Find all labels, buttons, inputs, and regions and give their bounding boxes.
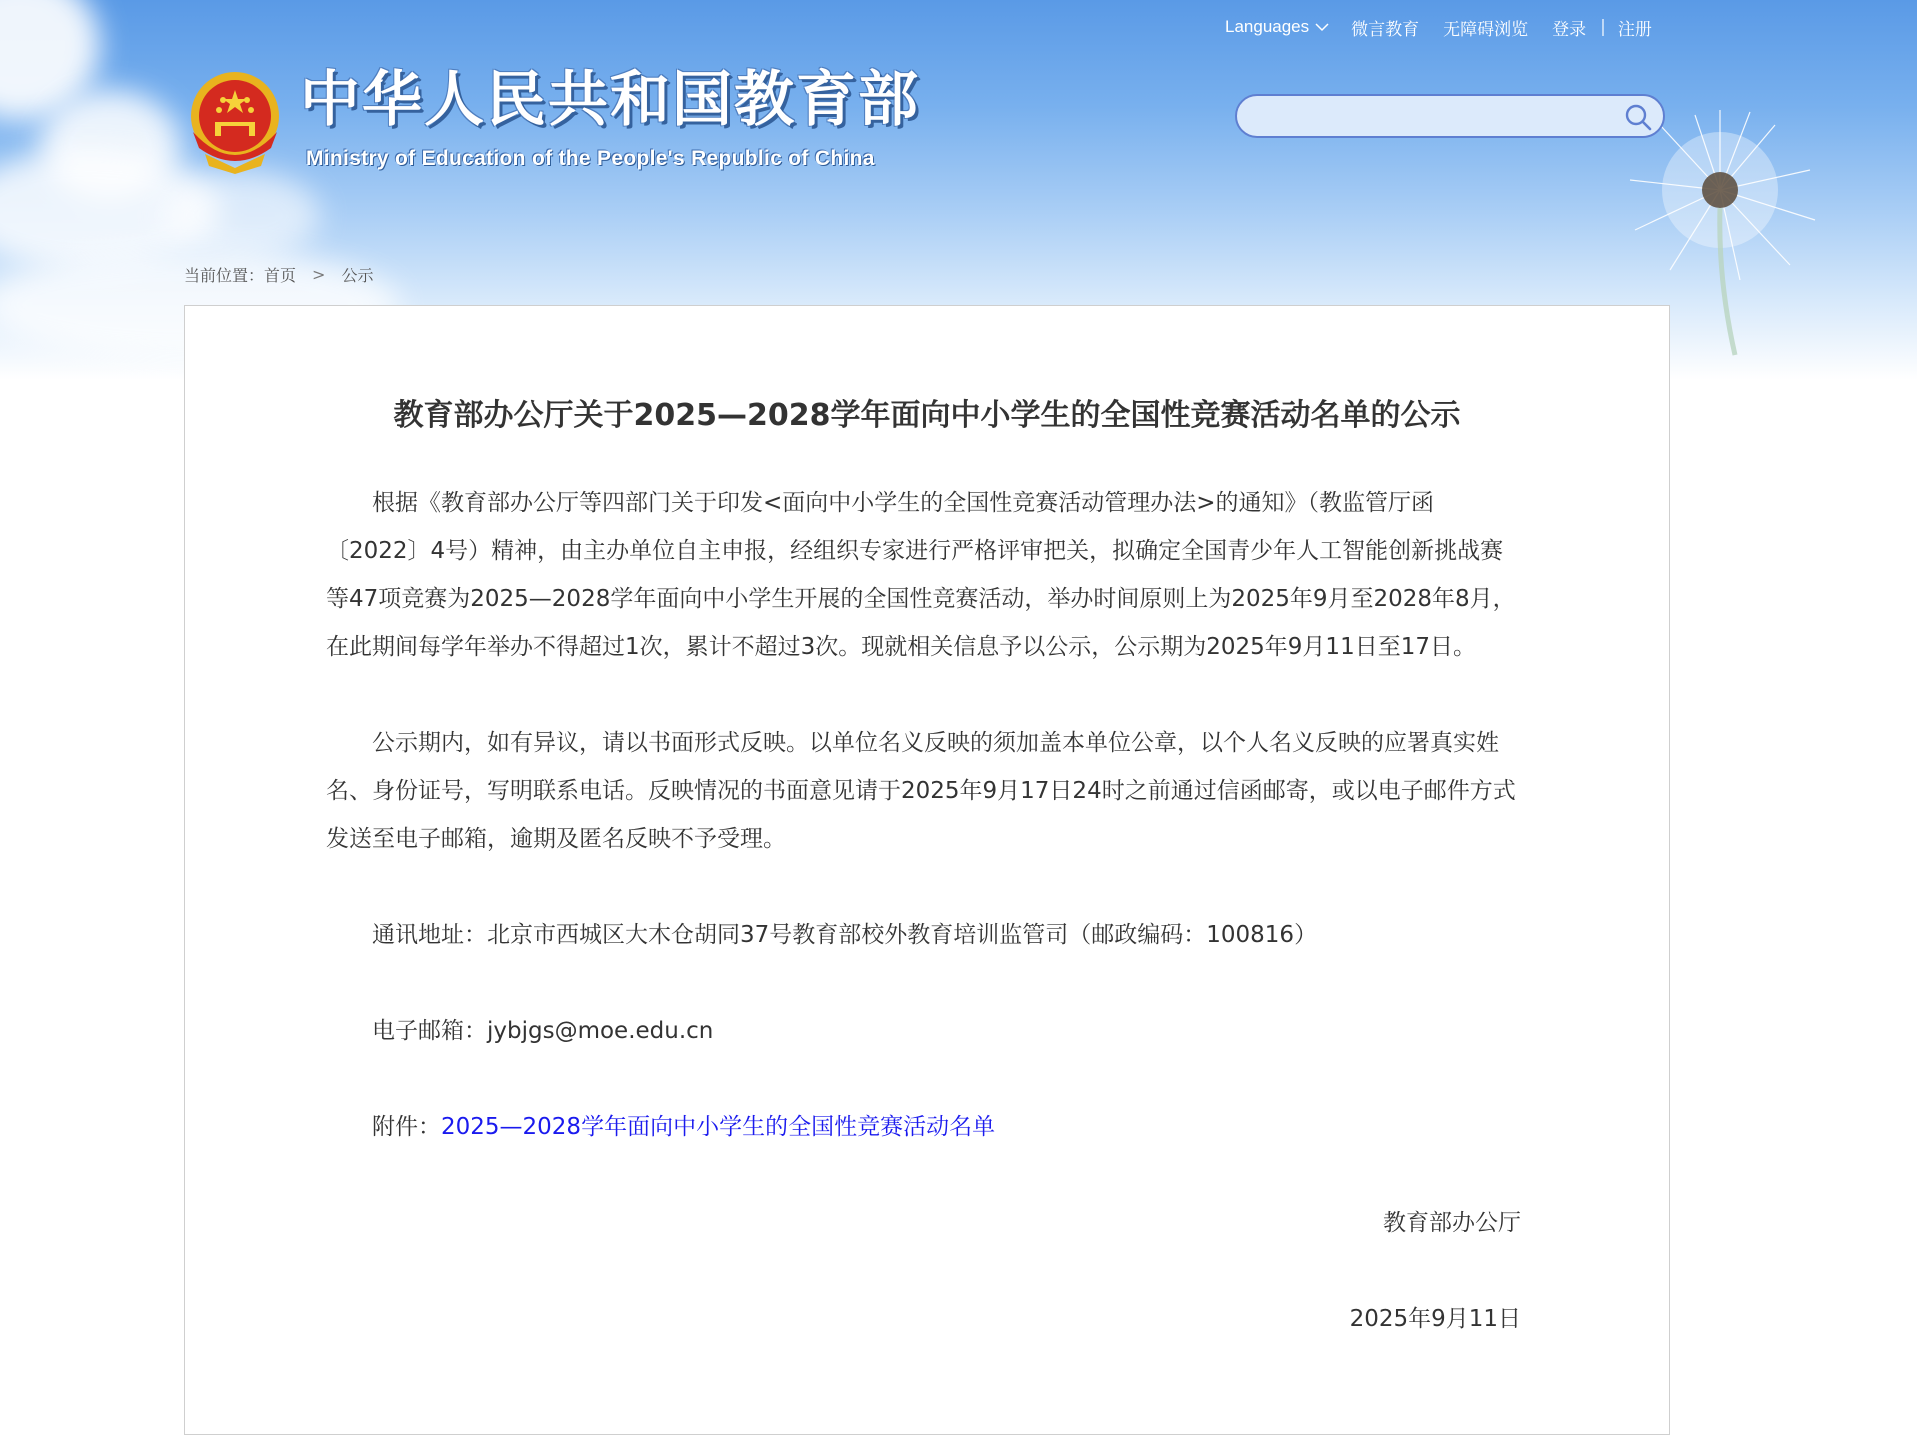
article-panel: [184, 305, 1670, 1435]
site-subtitle: Ministry of Education of the People's Republic of China: [306, 147, 875, 170]
languages-label: Languages: [1225, 17, 1310, 36]
accessible-browsing-link[interactable]: 无障碍浏览: [1443, 19, 1529, 40]
signature: 教育部办公厅: [1383, 1210, 1521, 1236]
email-address: jybjgs@moe.edu.cn: [487, 1018, 714, 1044]
weiyan-link[interactable]: 微言教育: [1351, 19, 1420, 40]
breadcrumb-separator: >: [312, 265, 326, 284]
article-body: [326, 479, 1521, 1391]
attachment-link[interactable]: 2025—2028学年面向中小学生的全国性竞赛活动名单: [441, 1114, 996, 1140]
article-title: 教育部办公厅关于2025—2028学年面向中小学生的全国性竞赛活动名单的公示: [393, 398, 1461, 433]
login-link[interactable]: 登录: [1552, 19, 1587, 40]
cloud-decoration: [160, 170, 320, 260]
search-box: [1235, 94, 1665, 138]
article-paragraph-2: 公示期内，如有异议，请以书面形式反映。以单位名义反映的须加盖本单位公章，以个人名义反映的应署真实姓名、身份证号，写明联系电话。反映情况的书面意见请于2025年9月17日24时之前通过信函邮寄，或以电子邮件方式发送至电子邮箱，逾期及匿名反映不予受理。: [326, 730, 1516, 852]
national-emblem-icon: [185, 70, 285, 174]
breadcrumb-prefix: 当前位置：: [184, 266, 265, 285]
email-line: [326, 1007, 1521, 1055]
search-icon[interactable]: [1623, 102, 1653, 132]
attachment-line: [326, 1103, 1521, 1151]
top-nav: [1225, 14, 1652, 40]
search-input[interactable]: [1255, 102, 1619, 132]
chevron-down-icon: [1315, 23, 1329, 32]
breadcrumb-current-link[interactable]: 公示: [341, 266, 374, 285]
languages-menu[interactable]: [1225, 17, 1329, 37]
nav-separator: |: [1600, 17, 1606, 37]
attachment-label: 附件：: [372, 1114, 441, 1140]
breadcrumb: [184, 263, 373, 286]
site-title: 中华人民共和国教育部: [300, 65, 920, 135]
publish-date: 2025年9月11日: [1349, 1306, 1521, 1332]
register-link[interactable]: 注册: [1617, 19, 1652, 40]
email-label: 电子邮箱：: [372, 1018, 487, 1044]
article-paragraph-1: 根据《教育部办公厅等四部门关于印发<面向中小学生的全国性竞赛活动管理办法>的通知》（教监管厅函〔2022〕4号）精神，由主办单位自主申报，经组织专家进行严格评审把关，拟确定全国青少年人工智能创新挑战赛等47项竞赛为2025—2028学年面向中小学生开展的全国性竞赛活动，举办时间原则上为2025年9月至2028年8月，在此期间每学年举办不得超过1次，累计不超过3次。现就相关信息予以公示，公示期为2025年9月11日至17日。: [326, 490, 1516, 660]
breadcrumb-home-link[interactable]: 首页: [264, 266, 297, 285]
address-line: 通讯地址：北京市西城区大木仓胡同37号教育部校外教育培训监管司（邮政编码：100816）: [372, 922, 1318, 948]
